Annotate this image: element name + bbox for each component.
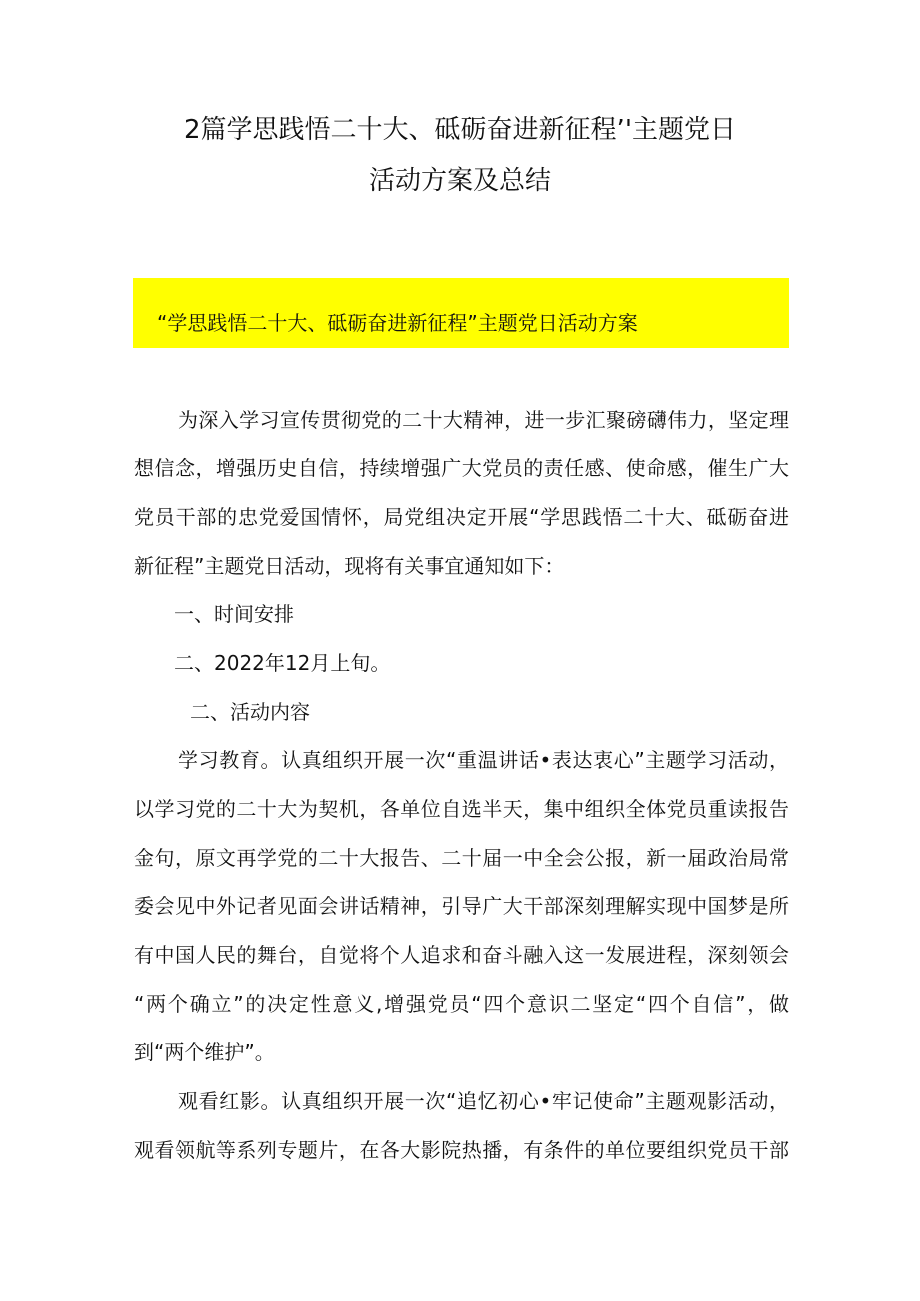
item-activity-content: 二、活动内容 [190,700,310,724]
document-title-line-2: 活动方案及总结 [368,166,551,196]
item-date: 二、2022年12月上旬。 [174,651,391,675]
study-line-3: 金句，原文再学党的二十大报告、二十届一中全会公报，新一届政治局常 [134,846,789,870]
study-line-7: 到“两个维护”。 [134,1040,275,1064]
study-line-2: 以学习党的二十大为契机，各单位自选半天，集中组织全体党员重读报告 [134,797,789,821]
document-title-line-1: 2篇学思践悟二十大、砥砺奋进新征程’'主题党日 [184,115,736,145]
intro-line-3: 党员干部的忠党爱国情怀，局党组决定开展“学思践悟二十大、砥砺奋进 [134,505,789,529]
intro-line-4: 新征程”主题党日活动，现将有关事宜通知如下： [134,554,565,578]
study-line-5: 有中国人民的舞台，自觉将个人追求和奋斗融入这一发展进程，深刻领会 [134,943,789,967]
film-line-1: 观看红影。认真组织开展一次“追忆初心•牢记使命”主题观影活动， [178,1089,789,1113]
film-line-2: 观看领航等系列专题片，在各大影院热播，有条件的单位要组织党员干部 [134,1138,789,1162]
study-line-1: 学习教育。认真组织开展一次“重温讲话•表达衷心”主题学习活动， [178,748,789,772]
intro-line-2: 想信念，增强历史自信，持续增强广大党员的责任感、使命感，催生广大 [134,456,789,480]
item-time-schedule: 一、时间安排 [174,602,294,626]
study-line-4: 委会见中外记者见面会讲话精神，引导广大干部深刻理解实现中国梦是所 [134,894,789,918]
study-line-6: “两个确立”的决定性意义,增强党员“四个意识二坚定“四个自信”，做 [134,992,789,1016]
section-heading: “学思践悟二十大、砥砺奋进新征程”主题党日活动方案 [157,311,638,335]
intro-line-1: 为深入学习宣传贯彻党的二十大精神，进一步汇聚磅礴伟力，坚定理 [178,408,789,432]
